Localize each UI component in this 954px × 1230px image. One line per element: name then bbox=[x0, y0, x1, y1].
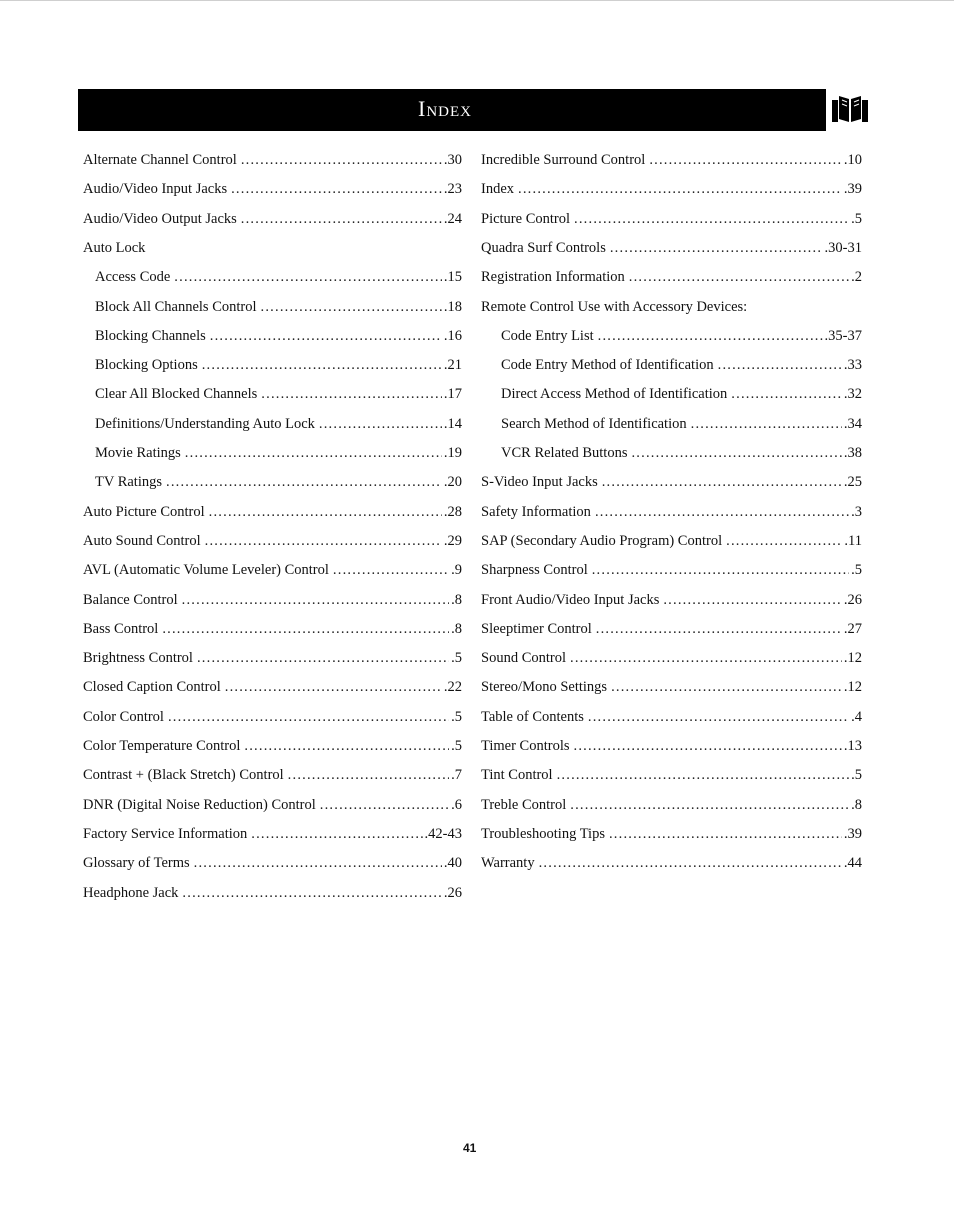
index-entry bbox=[481, 765, 862, 785]
index-entry-page: .7 bbox=[451, 767, 462, 784]
index-entry-page: .33 bbox=[843, 357, 862, 374]
index-entry-page: .28 bbox=[443, 503, 462, 520]
index-entry bbox=[95, 384, 462, 404]
index-entry bbox=[501, 326, 862, 346]
index-entry bbox=[83, 150, 462, 170]
index-entry-label: Remote Control Use with Accessory Devices: bbox=[481, 298, 748, 315]
index-entry-page: .5 bbox=[851, 767, 862, 784]
index-entry-label: Movie Ratings bbox=[95, 445, 181, 461]
index-entry bbox=[481, 619, 862, 639]
index-entry bbox=[481, 472, 862, 492]
index-entry bbox=[501, 414, 862, 434]
index-entry bbox=[95, 297, 462, 317]
dot-leader bbox=[570, 795, 849, 815]
index-entry bbox=[481, 853, 862, 873]
index-entry-page: .10 bbox=[843, 152, 862, 168]
index-entry bbox=[83, 238, 462, 258]
index-entry bbox=[481, 560, 862, 580]
index-entry-label: Brightness Control bbox=[83, 650, 193, 667]
dot-leader bbox=[225, 677, 442, 697]
index-entry-page: .14 bbox=[443, 415, 462, 432]
index-entry-label: Index bbox=[481, 181, 515, 198]
dot-leader bbox=[333, 560, 449, 580]
index-entry-label: DNR (Digital Noise Reduction) Control bbox=[83, 796, 316, 813]
dot-leader bbox=[194, 853, 442, 873]
index-entry-label: Block All Channels Control bbox=[95, 298, 257, 315]
index-entry-page: .16 bbox=[443, 327, 462, 344]
index-entry bbox=[481, 238, 862, 258]
dot-leader bbox=[319, 414, 442, 434]
index-entry bbox=[481, 179, 862, 199]
index-entry-page: .8 bbox=[451, 620, 462, 637]
index-entry-page: .26 bbox=[843, 591, 862, 608]
index-entry bbox=[83, 590, 462, 610]
open-book-icon bbox=[830, 90, 870, 124]
index-entry bbox=[481, 502, 862, 522]
index-entry-page: .3 bbox=[851, 503, 862, 520]
index-header-bar bbox=[78, 89, 826, 131]
dot-leader bbox=[185, 443, 442, 463]
dot-leader bbox=[611, 677, 842, 697]
index-entry-label: Audio/Video Input Jacks bbox=[83, 181, 228, 198]
index-entry bbox=[501, 384, 862, 404]
index-entry-page: .2 bbox=[851, 269, 862, 286]
dot-leader bbox=[731, 384, 842, 404]
index-entry bbox=[83, 853, 462, 873]
index-entry-page: .23 bbox=[443, 181, 462, 198]
index-entry-label: SAP (Secondary Audio Program) Control bbox=[481, 532, 723, 549]
dot-leader bbox=[205, 531, 442, 551]
index-entry-label: Code Entry Method of Identification bbox=[501, 357, 714, 374]
index-entry bbox=[501, 443, 862, 463]
index-entry-page: .19 bbox=[443, 445, 462, 461]
index-entry bbox=[481, 648, 862, 668]
index-entry-label: Definitions/Understanding Auto Lock bbox=[95, 415, 315, 432]
index-entry-label: Warranty bbox=[481, 855, 535, 872]
index-entry bbox=[481, 209, 862, 229]
index-entry-label: Auto Picture Control bbox=[83, 503, 205, 520]
index-entry-page: .18 bbox=[443, 298, 462, 315]
index-entry-label: Clear All Blocked Channels bbox=[95, 386, 258, 403]
index-entry bbox=[83, 707, 462, 727]
dot-leader bbox=[166, 472, 442, 492]
page-number: 41 bbox=[463, 1141, 477, 1155]
index-entry-label: Incredible Surround Control bbox=[481, 152, 646, 168]
index-entry bbox=[95, 472, 462, 492]
index-entry bbox=[83, 677, 462, 697]
dot-leader bbox=[209, 502, 442, 522]
page-title: Index bbox=[418, 96, 472, 121]
index-entry-label: Stereo/Mono Settings bbox=[481, 679, 608, 696]
index-entry-label: Blocking Options bbox=[95, 357, 198, 374]
index-entry-label: Factory Service Information bbox=[83, 825, 248, 842]
index-entry-page: .32 bbox=[843, 386, 862, 403]
dot-leader bbox=[210, 326, 442, 346]
index-entry-label: Front Audio/Video Input Jacks bbox=[481, 591, 660, 608]
index-entry-label: Registration Information bbox=[481, 269, 625, 286]
dot-leader bbox=[320, 795, 449, 815]
index-entry-label: Blocking Channels bbox=[95, 327, 206, 344]
dot-leader bbox=[574, 736, 842, 756]
index-entry bbox=[481, 150, 862, 170]
index-entry-page: .44 bbox=[843, 855, 862, 872]
index-entry-label: Auto Sound Control bbox=[83, 532, 201, 549]
index-entry-label: Access Code bbox=[95, 269, 171, 286]
dot-leader bbox=[182, 883, 441, 903]
dot-leader bbox=[197, 648, 449, 668]
index-entry bbox=[83, 824, 462, 844]
index-entry bbox=[481, 736, 862, 756]
dot-leader bbox=[244, 736, 449, 756]
index-entry-page: .21 bbox=[443, 357, 462, 374]
index-entry-page: .38 bbox=[843, 445, 862, 461]
index-entry-label: Alternate Channel Control bbox=[83, 152, 237, 168]
dot-leader bbox=[726, 531, 842, 551]
dot-leader bbox=[288, 765, 449, 785]
index-entry bbox=[83, 765, 462, 785]
index-entry bbox=[95, 355, 462, 375]
index-entry-page: .5 bbox=[451, 708, 462, 725]
index-entry-label: Sleeptimer Control bbox=[481, 620, 592, 637]
index-entry-page: .24 bbox=[443, 210, 462, 227]
dot-leader bbox=[592, 560, 849, 580]
dot-leader bbox=[241, 150, 442, 170]
index-entry-label: Direct Access Method of Identification bbox=[501, 386, 728, 403]
index-entry-page: .9 bbox=[451, 562, 462, 579]
index-entry bbox=[83, 209, 462, 229]
dot-leader bbox=[557, 765, 850, 785]
index-entry-page: .15 bbox=[443, 269, 462, 286]
dot-leader bbox=[595, 502, 849, 522]
index-entry-page: .22 bbox=[443, 679, 462, 696]
index-entry-page: .20 bbox=[443, 474, 462, 491]
dot-leader bbox=[629, 267, 849, 287]
index-entry bbox=[83, 795, 462, 815]
index-entry-page: .34 bbox=[843, 415, 862, 432]
dot-leader bbox=[663, 590, 842, 610]
index-entry bbox=[481, 590, 862, 610]
index-entry bbox=[83, 560, 462, 580]
index-entry-label: Tint Control bbox=[481, 767, 553, 784]
index-entry-page: .12 bbox=[843, 679, 862, 696]
index-entry-label: Bass Control bbox=[83, 620, 159, 637]
index-entry-label: Balance Control bbox=[83, 591, 178, 608]
index-entry-label: Auto Lock bbox=[83, 239, 146, 256]
dot-leader bbox=[182, 590, 449, 610]
index-entry-page: .4 bbox=[851, 708, 862, 725]
index-entry-label: S-Video Input Jacks bbox=[481, 474, 598, 491]
index-entry bbox=[481, 297, 862, 317]
index-entry-label: Safety Information bbox=[481, 503, 591, 520]
index-entry bbox=[83, 648, 462, 668]
index-entry-label: Headphone Jack bbox=[83, 884, 179, 901]
index-entry bbox=[481, 267, 862, 287]
index-entry-page: .30 bbox=[443, 152, 462, 168]
dot-leader bbox=[539, 853, 842, 873]
dot-leader bbox=[518, 179, 842, 199]
dot-leader bbox=[588, 707, 849, 727]
index-entry bbox=[83, 883, 462, 903]
index-entry-page: .42-43 bbox=[424, 825, 462, 842]
index-entry-label: Treble Control bbox=[481, 796, 567, 813]
index-entry-page: .39 bbox=[843, 825, 862, 842]
index-entry-label: VCR Related Buttons bbox=[501, 445, 628, 461]
index-entry bbox=[481, 795, 862, 815]
index-entry-page: .35-37 bbox=[824, 327, 862, 344]
index-entry-page: .5 bbox=[851, 210, 862, 227]
index-entry-label: Contrast + (Black Stretch) Control bbox=[83, 767, 284, 784]
dot-leader bbox=[649, 150, 842, 170]
dot-leader bbox=[202, 355, 442, 375]
index-entry bbox=[83, 619, 462, 639]
index-entry-label: Closed Caption Control bbox=[83, 679, 221, 696]
index-entry-page: .25 bbox=[843, 474, 862, 491]
index-entry-label: Search Method of Identification bbox=[501, 415, 687, 432]
index-entry-page: .5 bbox=[451, 738, 462, 754]
index-entry bbox=[501, 355, 862, 375]
index-entry-page: .11 bbox=[844, 532, 862, 549]
index-entry bbox=[83, 179, 462, 199]
index-entry-page: .30-31 bbox=[824, 239, 862, 256]
index-entry-label: Timer Controls bbox=[481, 738, 570, 754]
dot-leader bbox=[570, 648, 842, 668]
index-entry-label: Audio/Video Output Jacks bbox=[83, 210, 237, 227]
index-entry-label: Color Control bbox=[83, 708, 164, 725]
index-entry bbox=[95, 414, 462, 434]
index-entry bbox=[95, 326, 462, 346]
dot-leader bbox=[610, 238, 823, 258]
index-entry-label: AVL (Automatic Volume Leveler) Control bbox=[83, 562, 329, 579]
index-entry-label: Sharpness Control bbox=[481, 562, 588, 579]
index-entry-label: Table of Contents bbox=[481, 708, 584, 725]
dot-leader bbox=[251, 824, 422, 844]
index-entry bbox=[83, 531, 462, 551]
index-entry-label: Troubleshooting Tips bbox=[481, 825, 605, 842]
index-entry-label: Quadra Surf Controls bbox=[481, 239, 606, 256]
dot-leader bbox=[162, 619, 449, 639]
index-entry-page: .5 bbox=[451, 650, 462, 667]
index-entry-page: .27 bbox=[843, 620, 862, 637]
dot-leader bbox=[174, 267, 442, 287]
top-rule bbox=[0, 0, 954, 1]
dot-leader bbox=[261, 297, 442, 317]
index-entry-label: Code Entry List bbox=[501, 327, 594, 344]
index-entry-page: .5 bbox=[851, 562, 862, 579]
index-entry bbox=[481, 677, 862, 697]
index-entry-page: .29 bbox=[443, 532, 462, 549]
index-entry-page: .6 bbox=[451, 796, 462, 813]
dot-leader bbox=[598, 326, 823, 346]
dot-leader bbox=[602, 472, 842, 492]
index-entry-page: .8 bbox=[851, 796, 862, 813]
index-entry-page: .8 bbox=[451, 591, 462, 608]
index-entry-page: .40 bbox=[443, 855, 462, 872]
dot-leader bbox=[261, 384, 442, 404]
index-entry-label: Picture Control bbox=[481, 210, 571, 227]
index-entry bbox=[95, 267, 462, 287]
dot-leader bbox=[231, 179, 442, 199]
index-entry bbox=[83, 736, 462, 756]
index-entry-page: .12 bbox=[843, 650, 862, 667]
index-entry bbox=[83, 502, 462, 522]
index-entry-label: Color Temperature Control bbox=[83, 738, 241, 754]
index-entry bbox=[481, 824, 862, 844]
index-entry bbox=[95, 443, 462, 463]
dot-leader bbox=[691, 414, 842, 434]
index-entry bbox=[481, 531, 862, 551]
index-entry-page: .39 bbox=[843, 181, 862, 198]
index-entry-page: .13 bbox=[843, 738, 862, 754]
dot-leader bbox=[609, 824, 842, 844]
index-entry-page: .17 bbox=[443, 386, 462, 403]
index-entry-label: TV Ratings bbox=[95, 474, 162, 491]
index-entry-label: Sound Control bbox=[481, 650, 566, 667]
dot-leader bbox=[718, 355, 842, 375]
dot-leader bbox=[631, 443, 841, 463]
dot-leader bbox=[168, 707, 449, 727]
index-entry-page: .26 bbox=[443, 884, 462, 901]
index-entry bbox=[481, 707, 862, 727]
dot-leader bbox=[574, 209, 849, 229]
dot-leader bbox=[596, 619, 842, 639]
dot-leader bbox=[241, 209, 442, 229]
index-entry-label: Glossary of Terms bbox=[83, 855, 190, 872]
